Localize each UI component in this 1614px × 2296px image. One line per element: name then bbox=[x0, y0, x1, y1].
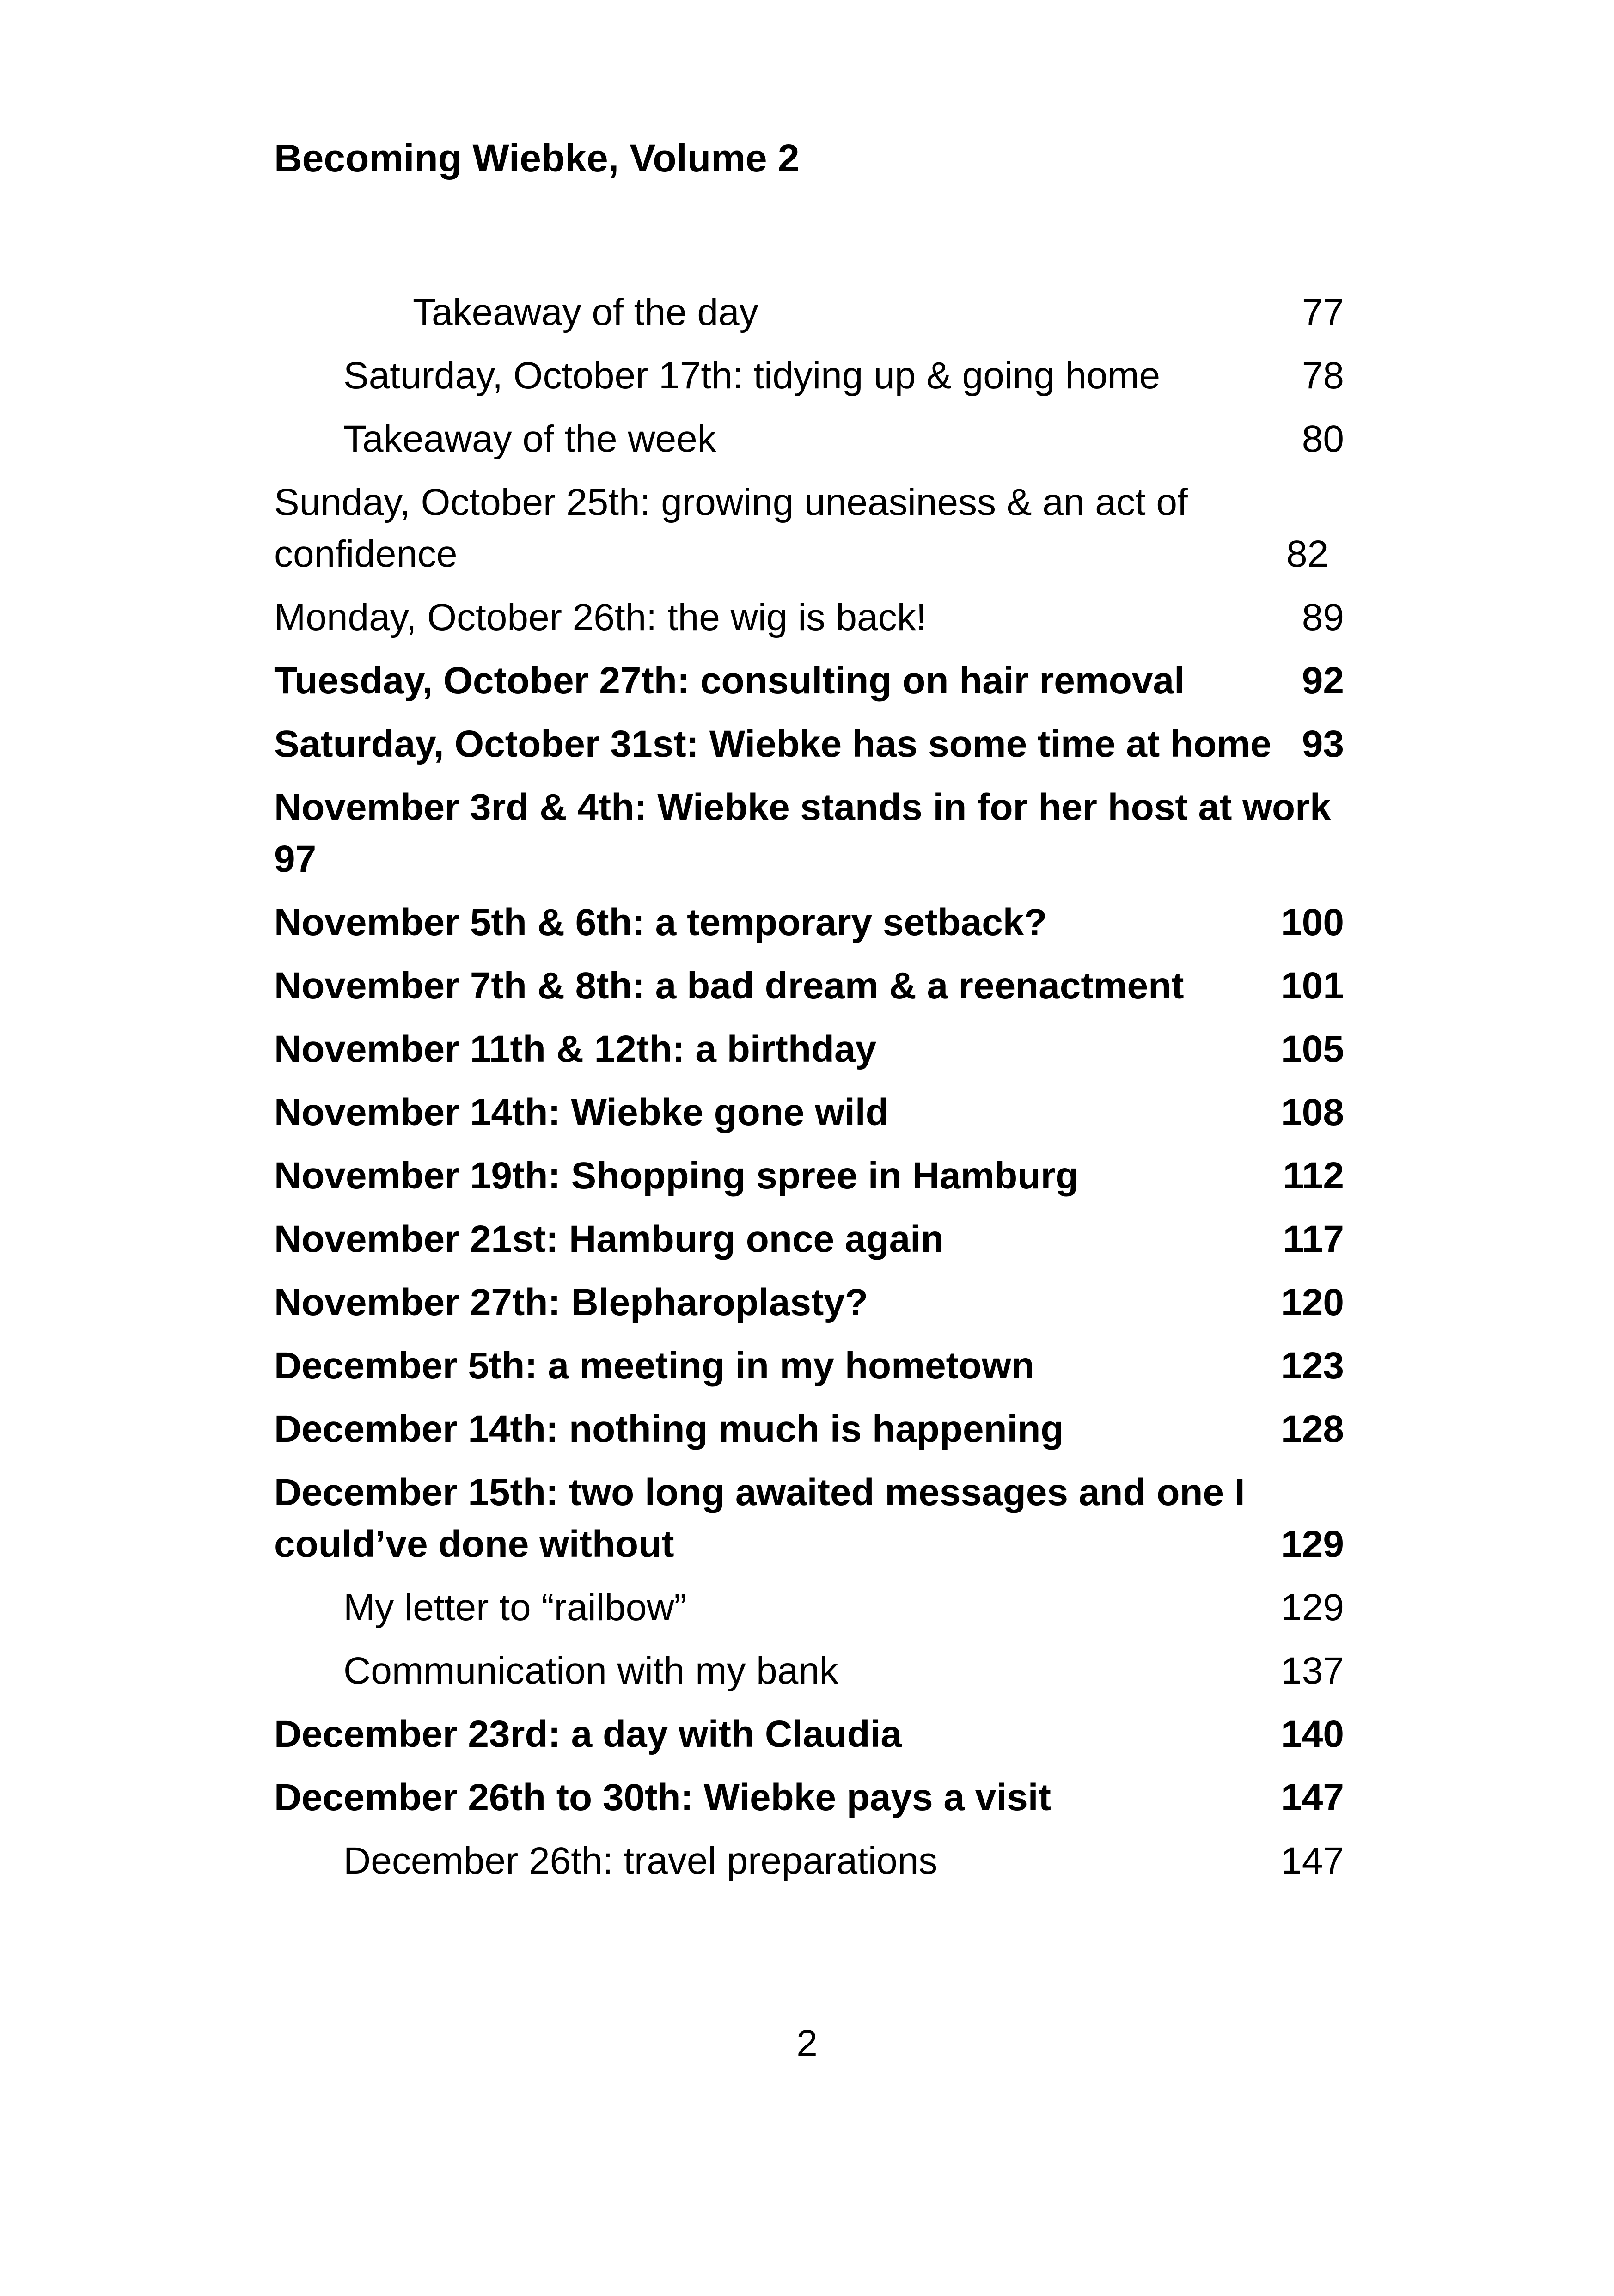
toc-entry-title: December 5th: a meeting in my hometown bbox=[274, 1345, 1034, 1387]
toc-entry-page: 140 bbox=[1281, 1713, 1344, 1755]
toc-entry-page: 129 bbox=[1281, 1523, 1344, 1565]
toc-entry-title: December 14th: nothing much is happening bbox=[274, 1408, 1064, 1450]
toc-entry-title: December 26th to 30th: Wiebke pays a visit bbox=[274, 1776, 1051, 1818]
toc-entry-title: Saturday, October 17th: tidying up & going home bbox=[343, 355, 1161, 397]
toc-entry-page: 112 bbox=[1283, 1155, 1344, 1197]
toc-entry-page: 80 bbox=[1302, 418, 1344, 460]
toc-entry-page: 92 bbox=[1302, 660, 1344, 702]
toc-entry-title: Communication with my bank bbox=[343, 1650, 838, 1692]
toc-entry-page: 128 bbox=[1281, 1408, 1344, 1450]
toc-entry[interactable] bbox=[274, 1277, 1344, 1329]
toc-entry-page: 117 bbox=[1283, 1218, 1344, 1260]
page-number: 2 bbox=[796, 2022, 818, 2064]
toc-entry[interactable] bbox=[274, 718, 1344, 770]
toc-entry-title: November 21st: Hamburg once again bbox=[274, 1218, 944, 1260]
toc-entry-page: 147 bbox=[1281, 1776, 1344, 1818]
toc-entry-page: 147 bbox=[1281, 1840, 1344, 1882]
table-of-contents bbox=[274, 287, 1344, 1898]
toc-entry-title: November 27th: Blepharoplasty? bbox=[274, 1281, 868, 1323]
toc-entry-title: Takeaway of the day bbox=[413, 291, 758, 333]
toc-entry-page: 108 bbox=[1281, 1091, 1344, 1133]
toc-entry-title: My letter to “railbow” bbox=[343, 1586, 687, 1629]
toc-entry-title: Tuesday, October 27th: consulting on hair removal bbox=[274, 660, 1185, 702]
toc-entry[interactable] bbox=[274, 1403, 1344, 1455]
toc-entry[interactable] bbox=[274, 1467, 1344, 1570]
toc-entry-page: 129 bbox=[1281, 1586, 1344, 1629]
toc-entry[interactable] bbox=[274, 1213, 1344, 1265]
toc-entry-page: 78 bbox=[1302, 355, 1344, 397]
toc-entry-title: December 26th: travel preparations bbox=[343, 1840, 938, 1882]
toc-entry[interactable] bbox=[274, 1087, 1344, 1139]
toc-entry-title: December 15th: two long awaited messages and one I could’ve done without bbox=[274, 1471, 1245, 1565]
toc-entry-title: November 14th: Wiebke gone wild bbox=[274, 1091, 889, 1133]
toc-entry[interactable] bbox=[274, 350, 1344, 402]
toc-entry-title: Saturday, October 31st: Wiebke has some time at home bbox=[274, 723, 1272, 765]
toc-entry[interactable] bbox=[274, 1023, 1344, 1075]
toc-entry-page: 97 bbox=[274, 838, 317, 880]
toc-entry-page: 100 bbox=[1281, 901, 1344, 943]
toc-entry[interactable] bbox=[274, 1708, 1344, 1760]
toc-entry[interactable] bbox=[274, 960, 1344, 1012]
toc-entry[interactable] bbox=[274, 1582, 1344, 1634]
toc-entry-title: November 11th & 12th: a birthday bbox=[274, 1028, 877, 1070]
toc-entry-title: Takeaway of the week bbox=[343, 418, 716, 460]
toc-entry-page: 82 bbox=[1286, 533, 1329, 575]
toc-entry-page: 123 bbox=[1281, 1345, 1344, 1387]
toc-entry[interactable] bbox=[274, 477, 1344, 580]
toc-entry[interactable] bbox=[274, 1645, 1344, 1697]
toc-entry[interactable] bbox=[274, 1150, 1344, 1202]
toc-entry-title: November 7th & 8th: a bad dream & a reenactment bbox=[274, 965, 1184, 1007]
toc-entry[interactable] bbox=[274, 287, 1344, 338]
toc-entry-page: 137 bbox=[1281, 1650, 1344, 1692]
toc-entry[interactable] bbox=[274, 1835, 1344, 1887]
toc-entry-title: Sunday, October 25th: growing uneasiness & an act of confidence bbox=[274, 481, 1188, 575]
running-header: Becoming Wiebke, Volume 2 bbox=[274, 136, 800, 180]
toc-entry-page: 120 bbox=[1281, 1281, 1344, 1323]
toc-entry-page: 101 bbox=[1281, 965, 1344, 1007]
toc-entry-page: 105 bbox=[1281, 1028, 1344, 1070]
toc-entry[interactable] bbox=[274, 1340, 1344, 1392]
toc-entry-title: November 19th: Shopping spree in Hamburg bbox=[274, 1155, 1079, 1197]
toc-entry-title: November 5th & 6th: a temporary setback? bbox=[274, 901, 1047, 943]
toc-entry[interactable] bbox=[274, 413, 1344, 465]
toc-entry-title: December 23rd: a day with Claudia bbox=[274, 1713, 902, 1755]
toc-entry-title: November 3rd & 4th: Wiebke stands in for her host at work bbox=[274, 786, 1331, 828]
toc-entry-page: 77 bbox=[1302, 291, 1344, 333]
toc-entry[interactable] bbox=[274, 655, 1344, 707]
toc-entry-page: 89 bbox=[1302, 596, 1344, 638]
toc-entry[interactable] bbox=[274, 1772, 1344, 1824]
toc-entry-title: Monday, October 26th: the wig is back! bbox=[274, 596, 927, 638]
toc-entry[interactable] bbox=[274, 592, 1344, 643]
toc-entry-page: 93 bbox=[1302, 723, 1344, 765]
toc-entry[interactable] bbox=[274, 782, 1344, 885]
toc-entry[interactable] bbox=[274, 897, 1344, 949]
